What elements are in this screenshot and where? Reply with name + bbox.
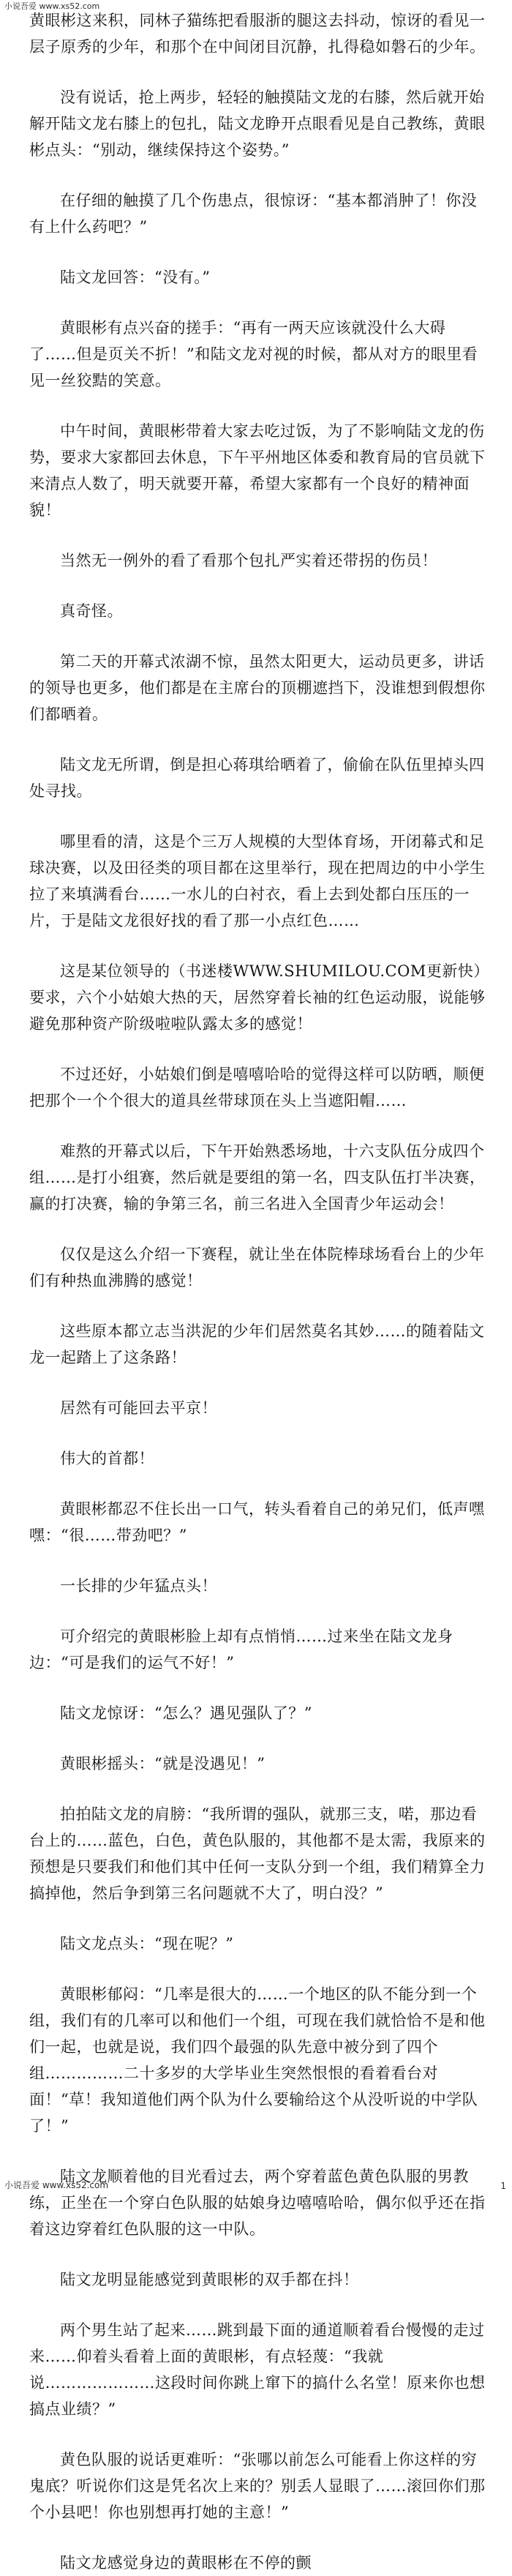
- paragraph: 黄眼彬有点兴奋的搓手：“再有一两天应该就没什么大碍了……但是页关不折！”和陆文龙对视的时候，都从对方的眼里看见一丝狡黠的笑意。: [29, 319, 478, 389]
- paragraph: 仅仅是这么介绍一下赛程，就让坐在体院棒球场看台上的少年们有种热血沸腾的感觉！: [29, 1246, 485, 1289]
- paragraph: 难熬的开幕式以后，下午开始熟悉场地，十六支队伍分成四个组……是打小组赛，然后就是要组的第一名，四支队伍打半决赛，赢的打决赛，输的争第三名，前三名进入全国青少年运动会！: [29, 1142, 486, 1213]
- paragraph: 当然无一例外的看了看那个包扎严实着还带拐的伤员！: [60, 552, 437, 569]
- paragraph: 两个男生站了起来……跳到最下面的通道顺着看台慢慢的走过来……仰着头看着上面的黄眼彬，有点轻蔑：“我就说…………………这段时间你跳上窜下的搞什么名堂！原来你也想搞点业绩？”: [29, 2321, 486, 2418]
- paragraph: 陆文龙点头：“现在呢？”: [60, 1935, 234, 1952]
- paragraph: 拍拍陆文龙的肩膀：“我所谓的强队，就那三支，喏，那边看台上的……蓝色，白色，黄色队服的，其他都不是太需，我原来的预想是只要我们和他们其中任何一支队分到一个组，我们精算全力搞掉他，然后争到第三名问题就不大了，明白没？”: [29, 1805, 486, 1902]
- paragraph: 陆文龙明显能感觉到黄眼彬的双手都在抖！: [60, 2271, 359, 2288]
- paragraph: 中午时间，黄眼彬带着大家去吃过饭，为了不影响陆文龙的伤势，要求大家都回去休息，下午平州地区体委和教育局的官员就下来清点人数了，明天就要开幕，希望大家都有一个良好的精神面貌！: [29, 422, 486, 519]
- site-watermark-bottom: 小说吾爱 www.xs52.com: [4, 2180, 109, 2190]
- paragraph: 不过还好，小姑娘们倒是嘻嘻哈哈的觉得这样可以防晒，顺便把那个一个个很大的道具丝带球顶在头上当遮阳帽……: [29, 1066, 485, 1109]
- paragraph: 黄眼彬都忍不住长出一口气，转头看着自己的弟兄们，低声嘿嘿：“很……带劲吧？”: [29, 1500, 485, 1544]
- paragraph: 这是某位领导的（书迷楼WWW.SHUMILOU.COM更新快）要求，六个小姑娘大热的天，居然穿着长袖的红色运动服，说能够避免那种资产阶级啦啦队露太多的感觉！: [29, 962, 486, 1033]
- paragraph: 一长排的少年猛点头！: [60, 1577, 217, 1595]
- paragraph: 陆文龙感觉身边的黄眼彬在不停的颤: [60, 2554, 312, 2572]
- paragraph: 真奇怪。: [60, 602, 123, 620]
- paragraph: 黄眼彬郁闷：“几率是很大的……一个地区的队不能分到一个组，我们有的几率可以和他们一个组，可现在我们就恰恰不是和他们一起，也就是说，我们四个最强的队先意中被分到了四个组……………二十多岁的大学毕业生突然恨恨的看着看台对面！“草！我知道他们两个队为什么要输给这个从没听说的中学队了！”: [29, 1985, 486, 2135]
- paragraph: 黄眼彬摇头：“就是没遇见！”: [60, 1755, 266, 1772]
- paragraph: 陆文龙无所谓，倒是担心蒋琪给晒着了，偷偷在队伍里掉头四处寻找。: [29, 756, 485, 800]
- paragraph: 陆文龙惊讶：“怎么？遇见强队了？”: [60, 1704, 312, 1722]
- paragraph: 第二天的开幕式浓湖不惊，虽然太阳更大，运动员更多，讲话的领导也更多，他们都是在主席台的顶棚遮挡下，没谁想到假想你们都晒着。: [29, 653, 486, 723]
- paragraph: 可介绍完的黄眼彬脸上却有点悄悄……过来坐在陆文龙身边：“可是我们的运气不好！”: [29, 1628, 453, 1671]
- paragraph: 黄眼彬这来积，同林子猫练把看服浙的腿这去抖动，惊讶的看见一层子原秀的少年，和那个在中间闭目沉静，扎得稳如磐石的少年。: [29, 12, 486, 56]
- paragraph: 这些原本都立志当洪泥的少年们居然莫名其妙……的随着陆文龙一起踏上了这条路！: [29, 1322, 485, 1366]
- paragraph: 居然有可能回去平京！: [60, 1399, 217, 1417]
- site-watermark-top: 小说吾爱 www.xs52.com: [4, 1, 100, 11]
- paragraph: 黄色队服的说话更难听：“张哪以前怎么可能看上你这样的穷鬼底？听说你们这是凭名次上来的？别丢人显眼了……滚回你们那个小县吧！你也别想再打她的主意！”: [29, 2451, 486, 2521]
- paragraph: 哪里看的清，这是个三万人规模的大型体育场，开闭幕式和足球决赛，以及田径类的项目都在这里举行，现在把周边的中小学生拉了来填满看台……一水儿的白衬衣，看上去到处都白压压的一片，于是陆文龙很好找的看了那一小点红色……: [29, 833, 486, 929]
- page-number: 1: [500, 2181, 506, 2191]
- paragraph: 没有说话，抢上两步，轻轻的触摸陆文龙的右膝，然后就开始解开陆文龙右膝上的包扎，陆文龙睁开点眼看见是自己教练，黄眼彬点头：“别动，继续保持这个姿势。”: [29, 89, 486, 159]
- paragraph: 伟大的首都！: [60, 1450, 154, 1467]
- paragraph: 陆文龙顺着他的目光看过去，两个穿着蓝色黄色队服的男教练，正坐在一个穿白色队服的姑娘身边嘻嘻哈哈，偶尔似乎还在指着这边穿着红色队服的这一中队。: [29, 2168, 486, 2238]
- paragraph: 陆文龙回答：“没有。”: [60, 269, 211, 286]
- paragraph: 在仔细的触摸了几个伤患点，很惊讶：“基本都消肿了！你没有上什么药吧？”: [29, 192, 478, 236]
